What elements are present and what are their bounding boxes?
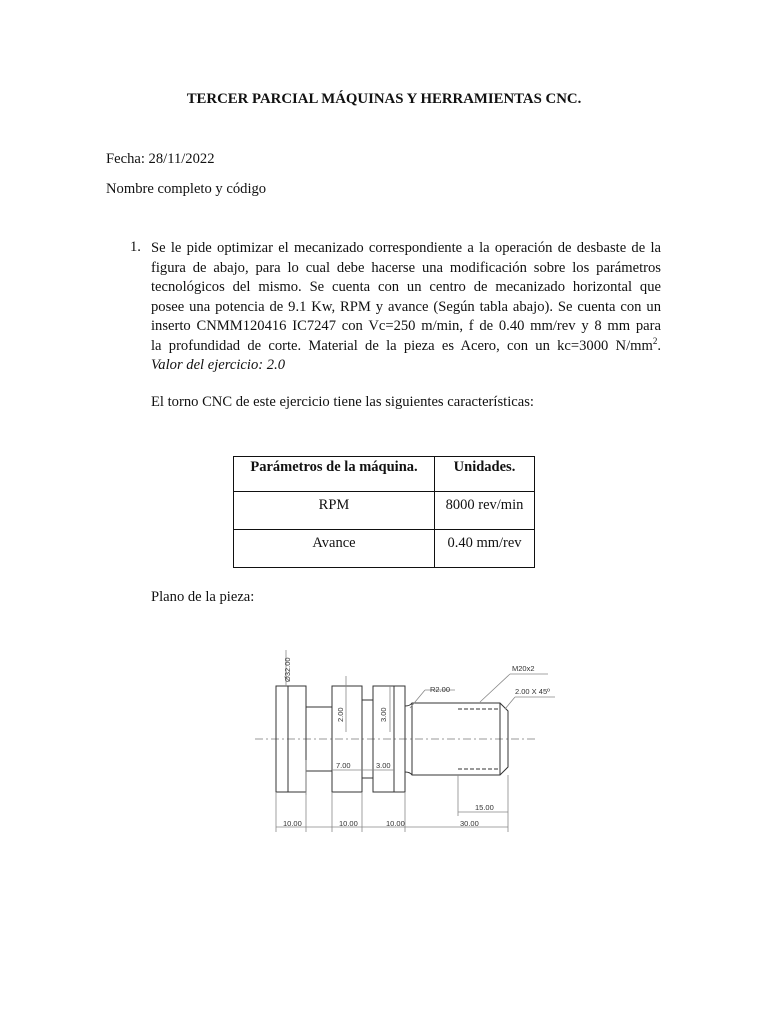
dimension-label: 30.00	[460, 819, 479, 828]
table-cell: Avance	[234, 530, 435, 568]
dimension-label: 15.00	[475, 803, 494, 812]
exercise-paragraph	[151, 239, 661, 376]
table-cell: RPM	[234, 492, 435, 530]
paragraph-line: Se le pide optimizar el mecanizado correspondiente a la operación de desbaste de la	[151, 240, 661, 256]
table-header: Parámetros de la máquina.	[234, 457, 435, 492]
paragraph-period: .	[657, 337, 661, 354]
superscript: 2	[652, 335, 658, 346]
plan-label: Plano de la pieza:	[151, 589, 255, 605]
leader-line	[480, 674, 510, 702]
thread-label: M20x2	[512, 664, 535, 673]
dimension-label: 10.00	[386, 819, 405, 828]
date-line: Fecha: 28/11/2022	[106, 151, 215, 167]
paragraph-line: tecnológicos del mismo. Se cuenta con un centro de mecanizado horizontal que	[151, 279, 661, 295]
table-row	[234, 492, 535, 530]
table-header: Unidades.	[435, 457, 535, 492]
radius-label: R2.00	[430, 685, 451, 694]
diameter-label: Ø32.00	[283, 657, 292, 682]
exercise-value: Valor del ejercicio: 2.0	[151, 357, 286, 373]
lathe-intro: El torno CNC de este ejercicio tiene las siguientes características:	[151, 394, 534, 410]
dimension-label: 10.00	[283, 819, 302, 828]
chamfer-label: 2.00 X 45º	[515, 687, 550, 696]
paragraph-line-last	[151, 337, 661, 357]
leader-line	[505, 697, 515, 709]
document-title: TERCER PARCIAL MÁQUINAS Y HERRAMIENTAS CNC.	[186, 91, 582, 107]
paragraph-line: figura de abajo, para lo cual debe hacerse una modificación sobre los parámetros	[151, 259, 661, 276]
depth-label: 3.00	[379, 707, 388, 722]
table-cell: 0.40 mm/rev	[435, 530, 535, 568]
groove-width-label: 7.00	[336, 761, 351, 770]
groove-width-label: 3.00	[376, 761, 391, 770]
table-header-row	[234, 457, 535, 492]
paragraph-line: posee una potencia de 9.1 Kw, RPM y avance (Según tabla abajo). Se cuenta con un	[151, 298, 661, 315]
paragraph-line: inserto CNMM120416 IC7247 con Vc=250 m/min, f de 0.40 mm/rev y 8 mm para	[151, 318, 661, 334]
paragraph-line-text: la profundidad de corte. Material de la pieza es Acero, con un kc=3000 N/mm	[151, 337, 653, 354]
machine-parameters-table	[233, 456, 535, 568]
name-line: Nombre completo y código	[106, 181, 267, 197]
item-number: 1.	[130, 239, 141, 255]
technical-drawing	[250, 650, 550, 840]
table-cell: 8000 rev/min	[435, 492, 535, 530]
table-row	[234, 530, 535, 568]
depth-label: 2.00	[336, 707, 345, 722]
dimension-label: 10.00	[339, 819, 358, 828]
leader-line	[410, 690, 425, 708]
